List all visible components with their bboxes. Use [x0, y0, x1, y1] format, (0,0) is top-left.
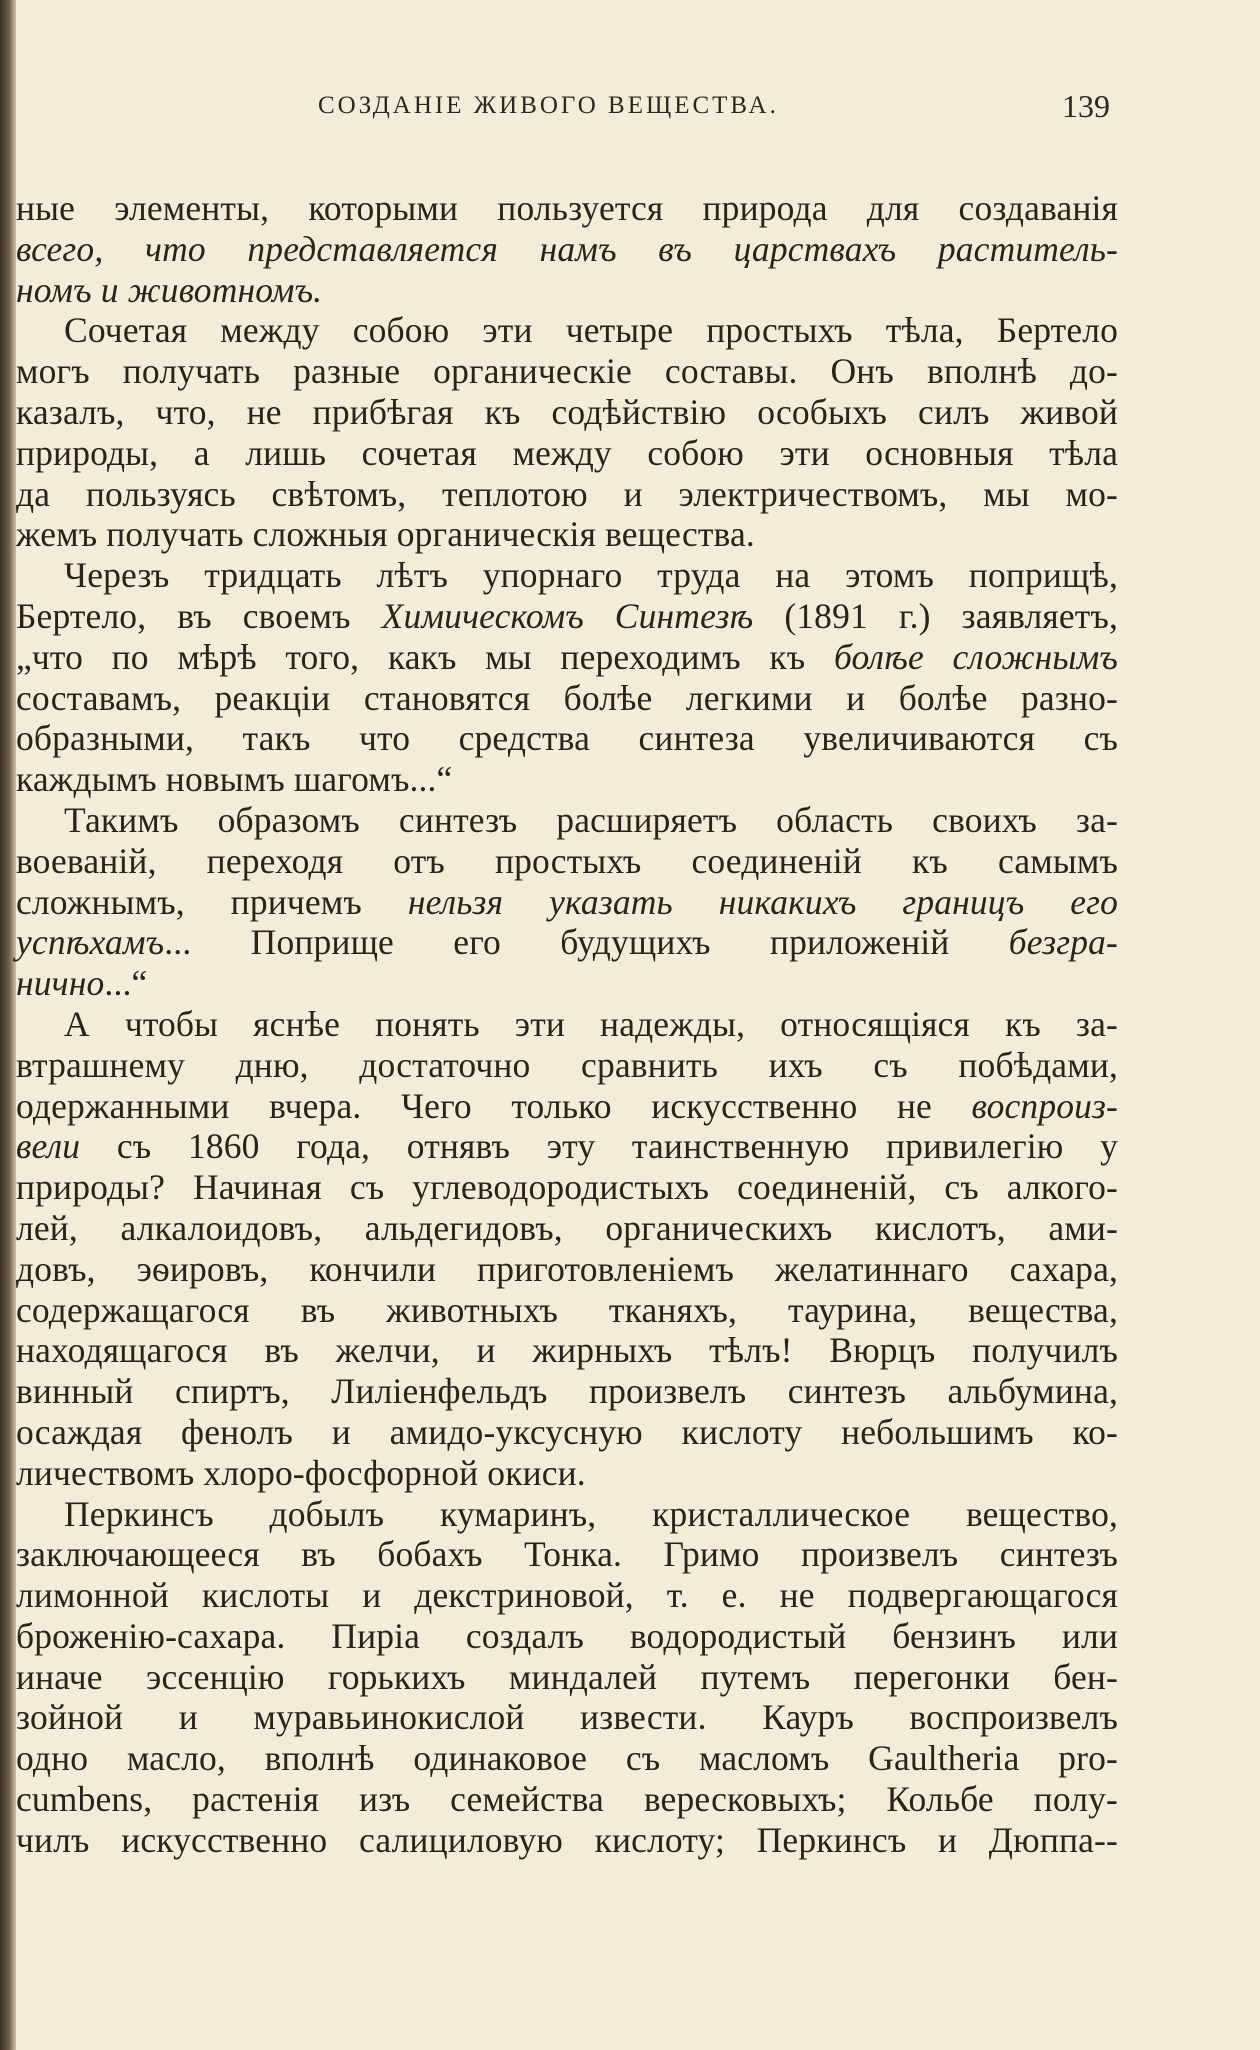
text-line — [16, 1330, 1118, 1371]
text-line — [16, 963, 1118, 1004]
text-run: ные элементы, которыми пользуется природа для создаванія — [16, 188, 1118, 228]
text-line — [16, 1453, 1118, 1494]
text-line — [16, 555, 1118, 596]
text-run: ...“ — [104, 963, 148, 1004]
text-line — [16, 1126, 1118, 1167]
text-run: образными, такъ что средства синтеза увеличиваются съ — [16, 718, 1118, 759]
text-run: личествомъ хлоро-фосфорной окиси. — [16, 1452, 586, 1493]
text-line — [16, 1616, 1118, 1657]
text-line — [16, 1534, 1118, 1575]
text-line — [16, 922, 1118, 963]
text-line — [16, 392, 1118, 433]
text-line — [16, 474, 1118, 515]
text-run: одно масло, вполнѣ одинаковое съ масломъ Gaultheria pro- — [16, 1738, 1118, 1779]
text-run: природы, а лишь сочетая между собою эти основныя тѣла — [16, 432, 1118, 473]
text-run: Перкинсъ добылъ кумаринъ, кристаллическое вещество, — [64, 1493, 1118, 1534]
text-line — [16, 1371, 1118, 1412]
text-run: Черезъ тридцать лѣтъ упорнаго труда на этомъ поприщѣ, — [64, 555, 1118, 596]
text-run: зойной и муравьинокислой извести. Кауръ воспроизвелъ — [16, 1697, 1118, 1738]
text-run: заключающееся въ бобахъ Тонка. Гримо произвелъ синтезъ — [16, 1534, 1118, 1575]
text-run: лимонной кислоты и декстриновой, т. е. не подвергающагося — [16, 1575, 1118, 1616]
text-run: воеваній, переходя отъ простыхъ соединеній къ самымъ — [16, 840, 1118, 881]
text-run: Сочетая между собою эти четыре простыхъ тѣла, Бертело — [64, 310, 1118, 351]
text-line — [16, 1045, 1118, 1086]
text-run: Такимъ образомъ синтезъ расширяетъ область своихъ за- — [64, 799, 1118, 840]
page-number: 139 — [1062, 88, 1110, 124]
text-line — [16, 596, 1118, 637]
text-line — [16, 1004, 1118, 1045]
italic-text: воспроиз- — [971, 1085, 1118, 1126]
italic-text: Химическомъ Синтезѣ — [381, 595, 754, 636]
text-run: винный спиртъ, Лиліенфельдъ произвелъ синтезъ альбумина, — [16, 1371, 1118, 1412]
text-run: (1891 г.) заявляетъ, — [753, 595, 1118, 636]
text-line — [16, 1208, 1118, 1249]
text-run: „что по мѣрѣ того, какъ мы переходимъ къ — [16, 636, 834, 677]
text-run: содержащагося въ животныхъ тканяхъ, таурина, вещества, — [16, 1289, 1118, 1330]
body-text — [16, 188, 1118, 1861]
text-line — [16, 1657, 1118, 1698]
text-line — [16, 637, 1118, 678]
text-run: могъ получать разные органическіе составы. Онъ вполнѣ до- — [16, 351, 1118, 392]
text-line — [16, 882, 1118, 923]
running-head — [0, 88, 1260, 128]
text-run: лей, алкалоидовъ, альдегидовъ, органическихъ кислотъ, ами- — [16, 1207, 1118, 1248]
text-run: да пользуясь свѣтомъ, теплотою и электричествомъ, мы мо- — [16, 473, 1118, 514]
text-line — [16, 514, 1118, 555]
text-line — [16, 433, 1118, 474]
italic-text: нично — [16, 963, 105, 1004]
text-line — [16, 759, 1118, 800]
italic-text: нельзя указать никакихъ границъ его — [407, 881, 1118, 922]
text-line — [16, 841, 1118, 882]
text-line — [16, 310, 1118, 351]
text-line — [16, 270, 1118, 311]
text-line — [16, 1412, 1118, 1453]
text-line — [16, 1575, 1118, 1616]
text-line — [16, 1249, 1118, 1290]
text-run: ... Поприще его будущихъ приложеній — [164, 922, 1009, 963]
text-run: втрашнему дню, достаточно сравнить ихъ съ побѣдами, — [16, 1044, 1118, 1085]
text-line — [16, 1779, 1118, 1820]
text-line — [16, 1697, 1118, 1738]
text-line — [16, 1820, 1118, 1861]
text-run: Бертело, въ своемъ — [16, 595, 382, 636]
text-run: одержанными вчера. Чего только искусственно не — [16, 1085, 972, 1126]
text-run: природы? Начиная съ углеводородистыхъ соединеній, съ алкого- — [16, 1167, 1118, 1208]
text-line — [16, 1738, 1118, 1779]
italic-text: номъ и животномъ. — [16, 269, 323, 310]
text-run: казалъ, что, не прибѣгая къ содѣйствію особыхъ силъ живой — [16, 391, 1118, 432]
text-run: броженію-сахара. Пиріа создалъ водородистый бензинъ или — [16, 1615, 1118, 1656]
text-line — [16, 678, 1118, 719]
italic-text: всего, что представляется намъ въ царствахъ раститель- — [16, 228, 1118, 269]
text-run: А чтобы яснѣе понять эти надежды, относящіяся къ за- — [64, 1003, 1118, 1044]
text-line — [16, 229, 1118, 270]
running-title: СОЗДАНІЕ ЖИВОГО ВЕЩЕСТВА. — [318, 92, 779, 119]
italic-text: безгра- — [1008, 922, 1118, 963]
italic-text: успѣхамъ — [16, 922, 165, 963]
text-run: составамъ, реакціи становятся болѣе легкими и болѣе разно- — [16, 677, 1118, 718]
text-line — [16, 718, 1118, 759]
text-run: съ 1860 года, отнявъ эту таинственную привилегію у — [80, 1126, 1118, 1167]
text-run: иначе эссенцію горькихъ миндалей путемъ перегонки бен- — [16, 1656, 1118, 1697]
italic-text: вели — [16, 1126, 81, 1167]
text-run: сложнымъ, причемъ — [16, 881, 408, 922]
text-run: жемъ получать сложныя органическія вещества. — [16, 514, 755, 555]
text-run: чилъ искусственно салициловую кислоту; Перкинсъ и Дюппа-- — [16, 1819, 1118, 1860]
text-line — [16, 1290, 1118, 1331]
text-run: каждымъ новымъ шагомъ...“ — [16, 759, 453, 800]
text-line — [16, 1494, 1118, 1535]
italic-text: болѣе сложнымъ — [833, 636, 1118, 677]
text-line — [16, 1167, 1118, 1208]
text-run: осаждая фенолъ и амидо-уксусную кислоту небольшимъ ко- — [16, 1411, 1118, 1452]
text-line — [16, 351, 1118, 392]
text-line — [16, 800, 1118, 841]
text-line — [16, 188, 1118, 229]
text-run: cumbens, растенія изъ семейства вересковыхъ; Кольбе полу- — [16, 1779, 1118, 1820]
text-line — [16, 1086, 1118, 1127]
text-run: находящагося въ желчи, и жирныхъ тѣлъ! Вюрцъ получилъ — [16, 1330, 1118, 1371]
text-run: довъ, эѳировъ, кончили приготовленіемъ желатиннаго сахара, — [16, 1248, 1118, 1289]
